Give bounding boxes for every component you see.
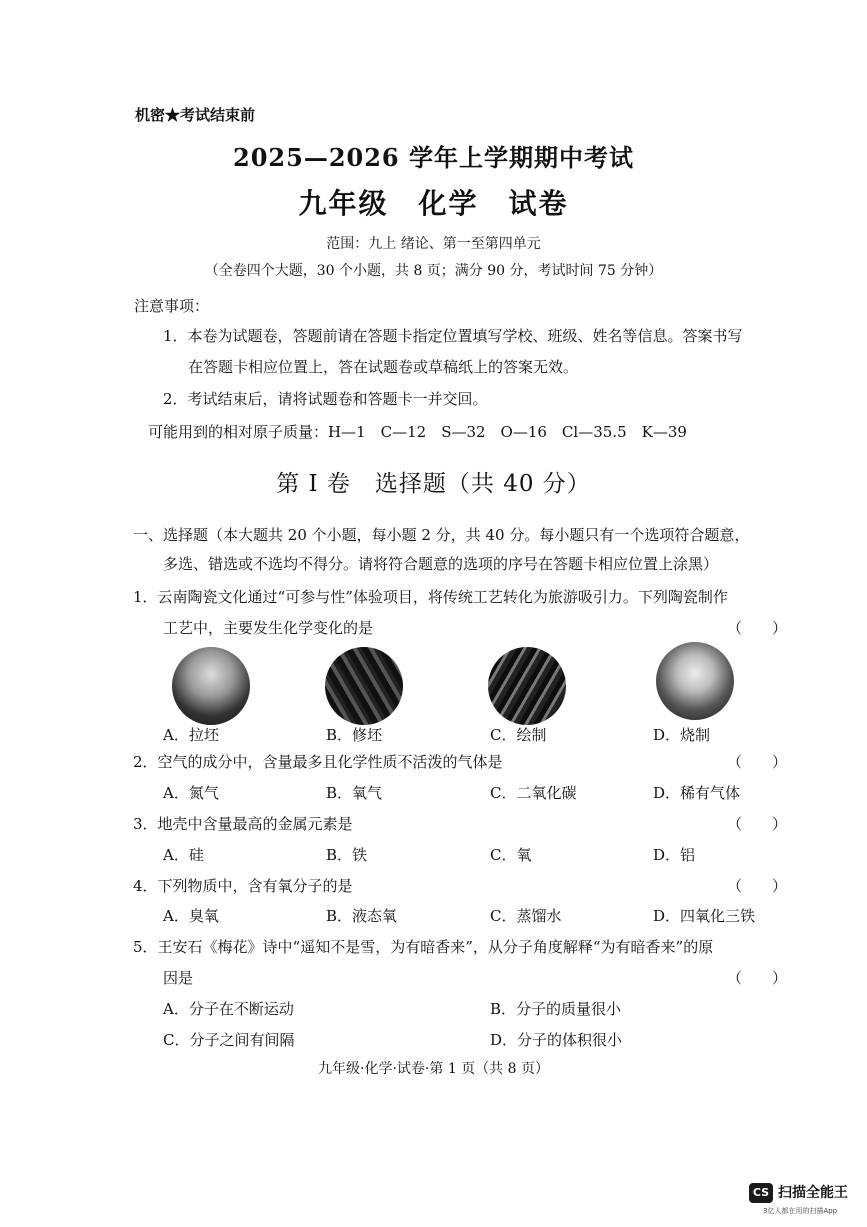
q2-option-b: B．氧气 xyxy=(326,784,383,802)
camscanner-logo-icon: CS xyxy=(749,1183,773,1203)
notice-item-1-cont: 在答题卡相应位置上，答在试题卷或草稿纸上的答案无效。 xyxy=(188,358,579,376)
exam-scope: 范围：九上 绪论、第一至第四单元 xyxy=(326,236,541,252)
q5-option-c: C．分子之间有间隔 xyxy=(163,1031,295,1049)
q3-option-b: B．铁 xyxy=(326,846,368,864)
q2-option-a: A．氮气 xyxy=(163,784,219,802)
notice-heading: 注意事项： xyxy=(134,297,210,315)
q2-option-d: D．稀有气体 xyxy=(653,784,741,802)
question-2-stem: 2．空气的成分中，含量最多且化学性质不活泼的气体是 xyxy=(133,753,503,771)
q4-option-c: C．蒸馏水 xyxy=(490,907,562,925)
notice-item-1: 1．本卷为试题卷，答题前请在答题卡指定位置填写学校、班级、姓名等信息。答案书写 xyxy=(163,327,743,345)
q4-option-d: D．四氧化三铁 xyxy=(653,907,756,925)
q5-option-a: A．分子在不断运动 xyxy=(163,1000,294,1018)
section-instructions: 一、选择题（本大题共 20 个小题，每小题 2 分，共 40 分。每小题只有一个选项符合题意， xyxy=(133,526,750,544)
pottery-painting-image xyxy=(488,647,566,725)
confidential-label: 机密★考试结束前 xyxy=(135,106,256,124)
question-1-stem: 1．云南陶瓷文化通过“可参与性”体验项目，将传统工艺转化为旅游吸引力。下列陶瓷制作 xyxy=(133,588,728,606)
page-footer: 九年级·化学·试卷·第 1 页（共 8 页） xyxy=(318,1061,549,1077)
question-1-stem-cont: 工艺中，主要发生化学变化的是 xyxy=(163,619,374,637)
pottery-firing-image xyxy=(656,642,734,720)
question-5-stem-cont: 因是 xyxy=(163,969,194,987)
answer-blank-4: （ ） xyxy=(726,877,787,895)
exam-title: 2025—2026 学年上学期期中考试 xyxy=(233,143,634,172)
q1-option-a: A．拉坯 xyxy=(163,726,219,744)
watermark-name: 扫描全能王 xyxy=(778,1185,848,1201)
watermark-subtitle: 3亿人都在用的扫描App xyxy=(763,1207,838,1215)
question-3-stem: 3．地壳中含量最高的金属元素是 xyxy=(133,815,353,833)
answer-blank-2: （ ） xyxy=(726,753,787,771)
q1-option-b: B．修坯 xyxy=(326,726,383,744)
question-5-stem: 5．王安石《梅花》诗中“遥知不是雪，为有暗香来”，从分子角度解释“为有暗香来”的原 xyxy=(133,938,714,956)
q5-option-b: B．分子的质量很小 xyxy=(490,1000,622,1018)
q1-option-c: C．绘制 xyxy=(490,726,547,744)
q3-option-a: A．硅 xyxy=(163,846,204,864)
q3-option-c: C．氧 xyxy=(490,846,532,864)
exam-subject-title: 九年级 化学 试卷 xyxy=(298,187,569,220)
section-instructions-cont: 多选、错选或不选均不得分。请将符合题意的选项的序号在答题卡相应位置上涂黑） xyxy=(163,555,719,573)
pottery-throwing-image xyxy=(172,647,250,725)
q1-option-d: D．烧制 xyxy=(653,726,711,744)
answer-blank-3: （ ） xyxy=(726,815,787,833)
section-title: 第 I 卷 选择题（共 40 分） xyxy=(276,471,591,497)
pottery-trimming-image xyxy=(325,647,403,725)
q3-option-d: D．铝 xyxy=(653,846,696,864)
atomic-mass-line: 可能用到的相对原子质量：H—1 C—12 S—32 O—16 Cl—35.5 K—39 xyxy=(148,423,687,441)
answer-blank-1: （ ） xyxy=(726,619,787,637)
question-4-stem: 4．下列物质中，含有氧分子的是 xyxy=(133,877,353,895)
q5-option-d: D．分子的体积很小 xyxy=(490,1031,623,1049)
answer-blank-5: （ ） xyxy=(726,969,787,987)
q4-option-a: A．臭氧 xyxy=(163,907,219,925)
q2-option-c: C．二氧化碳 xyxy=(490,784,577,802)
exam-info: （全卷四个大题，30 个小题，共 8 页；满分 90 分，考试时间 75 分钟） xyxy=(204,263,663,279)
q4-option-b: B．液态氧 xyxy=(326,907,398,925)
notice-item-2: 2．考试结束后，请将试题卷和答题卡一并交回。 xyxy=(163,390,488,408)
